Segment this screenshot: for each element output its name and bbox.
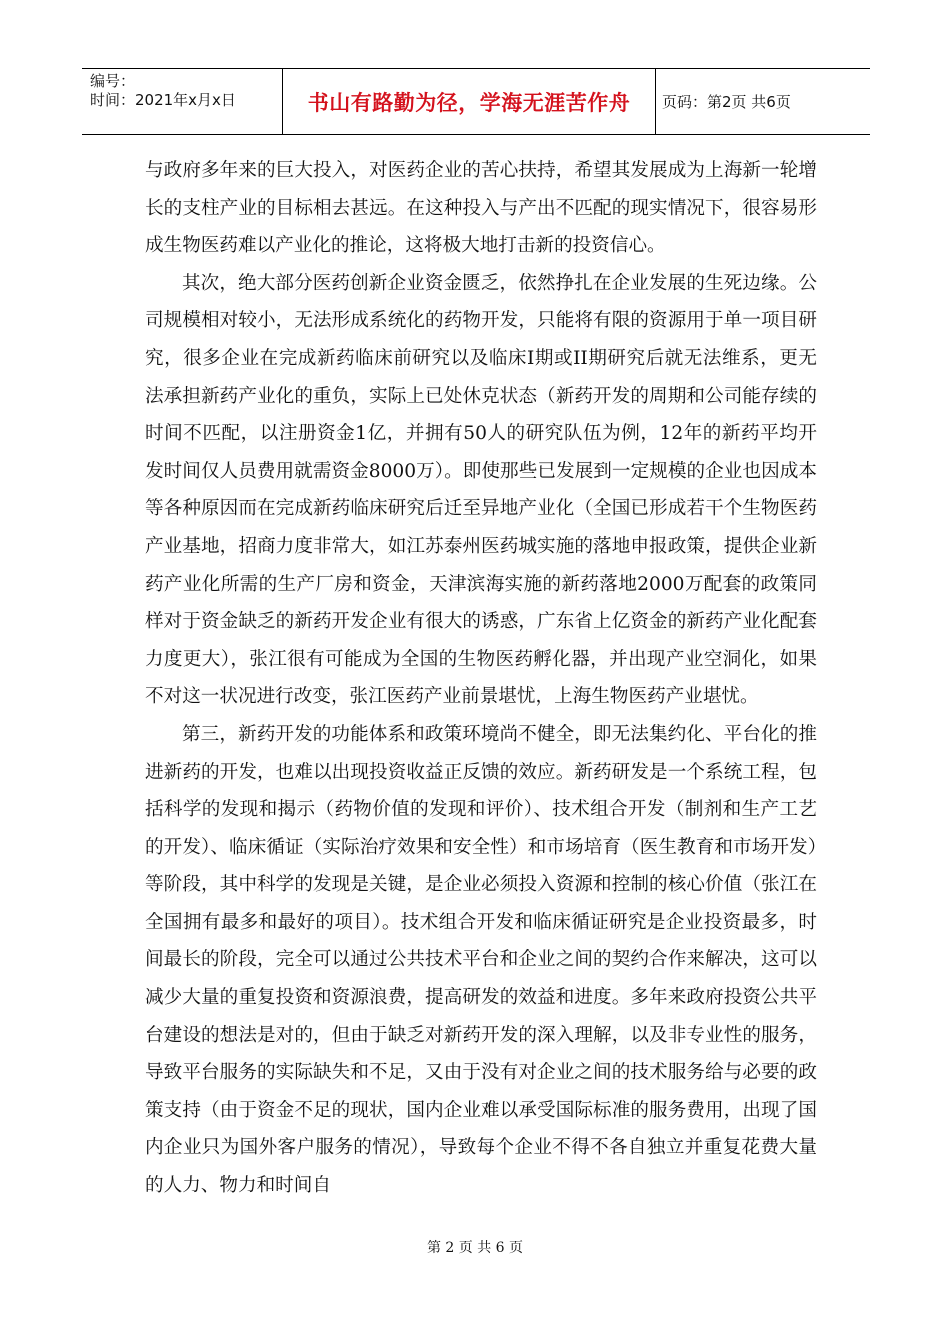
document-body xyxy=(145,152,817,1205)
header-meta xyxy=(82,69,283,134)
page-header xyxy=(82,68,870,135)
header-motto: 书山有路勤为径，学海无涯苦作舟 xyxy=(283,69,656,134)
body-paragraph-continued: 与政府多年来的巨大投入，对医药企业的苦心扶持，希望其发展成为上海新一轮增长的支柱产业的目标相去甚远。在这种投入与产出不匹配的现实情况下，很容易形成生物医药难以产业化的推论，这将极大地打击新的投资信心。 xyxy=(145,160,817,257)
document-number-label: 编号： xyxy=(90,72,136,90)
page-footer: 第 2 页 共 6 页 xyxy=(426,1240,524,1256)
header-page-info: 页码：第2页 共6页 xyxy=(662,93,791,111)
body-paragraph-second-point: 其次，绝大部分医药创新企业资金匮乏，依然挣扎在企业发展的生死边缘。公司规模相对较小，无法形成系统化的药物开发，只能将有限的资源用于单一项目研究，很多企业在完成新药临床前研究以及临床I期或II期研究后就无法维系，更无法承担新药产业化的重负，实际上已处休克状态（新药开发的周期和公司能存续的时间不匹配，以注册资金1亿，并拥有50人的研究队伍为例，12年的新药平均开发时间仅人员费用就需资金8000万）。即使那些已发展到一定规模的企业也因成本等各种原因而在完成新药临床研究后迁至异地产业化（全国已形成若干个生物医药产业基地，招商力度非常大，如江苏泰州医药城实施的落地申报政策，提供企业新药产业化所需的生产厂房和资金，天津滨海实施的新药落地2000万配套的政策同样对于资金缺乏的新药开发企业有很大的诱惑，广东省上亿资金的新药产业化配套力度更大），张江很有可能成为全国的生物医药孵化器，并出现产业空洞化，如果不对这一状况进行改变，张江医药产业前景堪忧，上海生物医药产业堪忧。 xyxy=(145,272,817,708)
body-paragraph-third-point: 第三，新药开发的功能体系和政策环境尚不健全，即无法集约化、平台化的推进新药的开发，也难以出现投资收益正反馈的效应。新药研发是一个系统工程，包括科学的发现和揭示（药物价值的发现和评价）、技术组合开发（制剂和生产工艺的开发）、临床循证（实际治疗效果和安全性）和市场培育（医生教育和市场开发）等阶段，其中科学的发现是关键，是企业必须投入资源和控制的核心价值（张江在全国拥有最多和最好的项目）。技术组合开发和临床循证研究是企业投资最多，时间最长的阶段，完全可以通过公共技术平台和企业之间的契约合作来解决，这可以减少大量的重复投资和资源浪费，提高研发的效益和进度。多年来政府投资公共平台建设的想法是对的，但由于缺乏对新药开发的深入理解，以及非专业性的服务，导致平台服务的实际缺失和不足，又由于没有对企业之间的技术服务给与必要的政策支持（由于资金不足的现状，国内企业难以承受国际标准的服务费用，出现了国内企业只为国外客户服务的情况），导致每个企业不得不各自独立并重复花费大量的人力、物力和时间自 xyxy=(145,723,817,1197)
document-date: 时间：2021年x月x日 xyxy=(90,91,236,109)
